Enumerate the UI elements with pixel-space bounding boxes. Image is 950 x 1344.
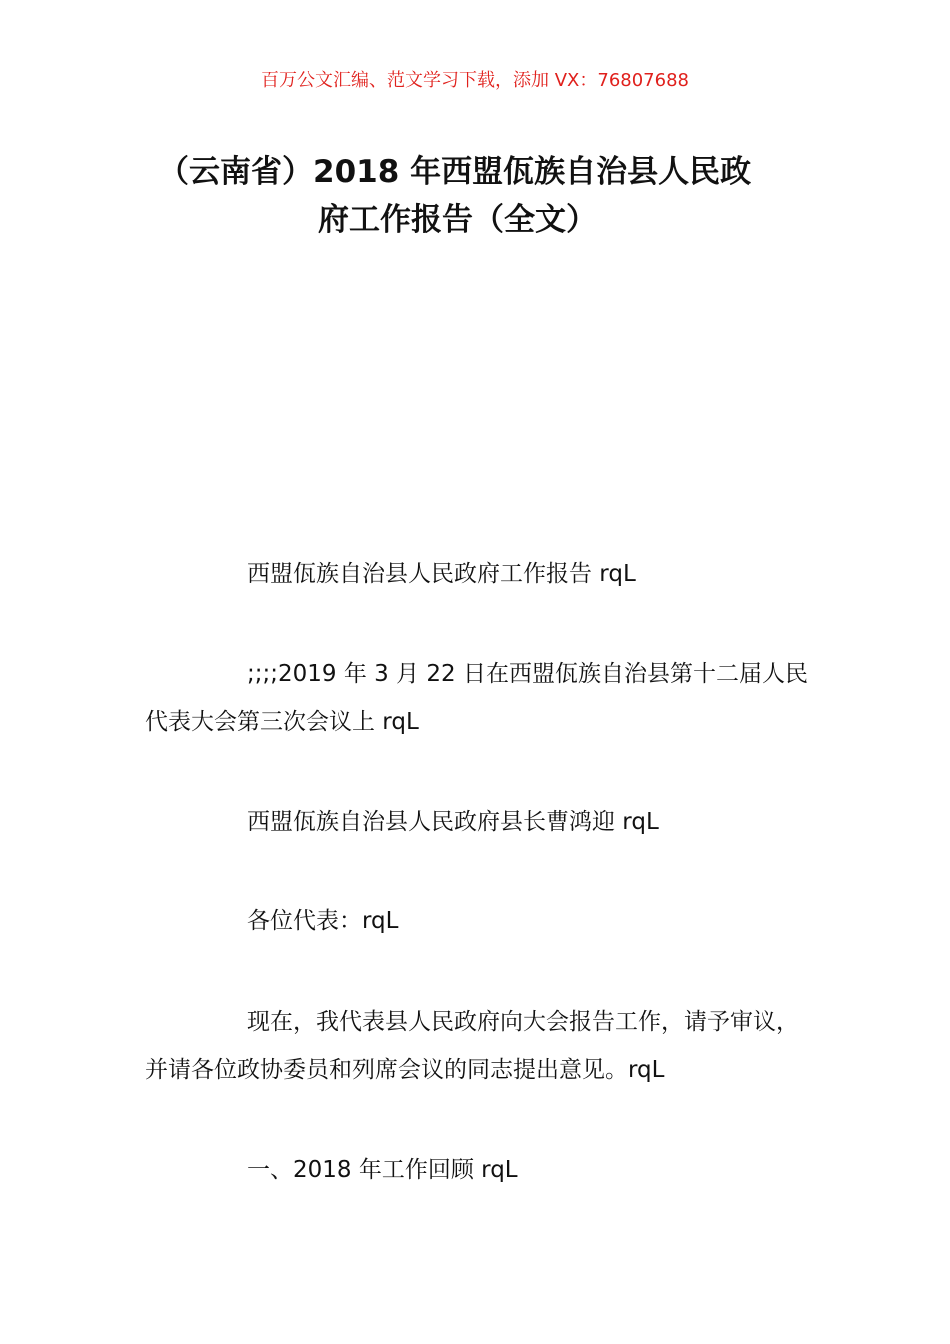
paragraph-report-name: 西盟佤族自治县人民政府工作报告 rqL — [247, 561, 636, 587]
document-title — [140, 148, 820, 244]
paragraph-opening: 现在，我代表县人民政府向大会报告工作，请予审议，并请各位政协委员和列席会议的同志提出意见。rqL — [145, 1009, 799, 1083]
paragraph-speaker: 西盟佤族自治县人民政府县长曹鸿迎 rqL — [247, 809, 659, 835]
document-title-line-1: （云南省）2018 年西盟佤族自治县人民政 — [158, 154, 752, 190]
document-title-line-2: 府工作报告（全文） — [318, 202, 597, 238]
section-heading-review: 一、2018 年工作回顾 rqL — [247, 1157, 518, 1183]
paragraph-meeting-date: ;;;;2019 年 3 月 22 日在西盟佤族自治县第十二届人民代表大会第三次会议上 rqL — [145, 661, 808, 735]
paragraph-salutation: 各位代表：rqL — [247, 908, 399, 934]
header-watermark-note: 百万公文汇编、范文学习下载，添加 VX：76807688 — [261, 70, 689, 91]
